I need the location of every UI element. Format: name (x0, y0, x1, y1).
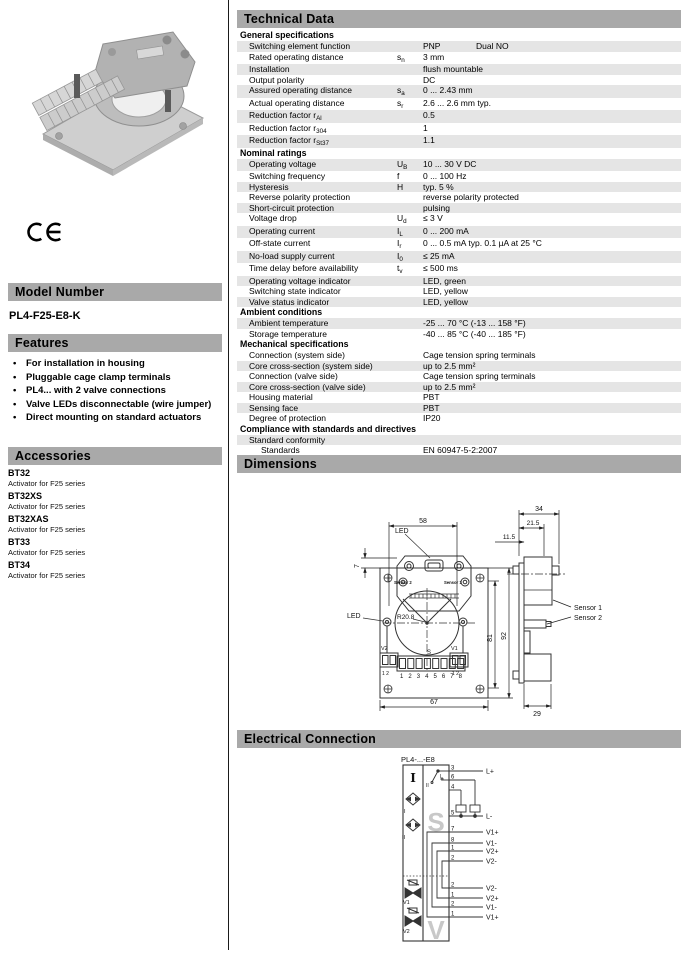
dim-58: 58 (419, 518, 427, 525)
row-value-primary: PNP (423, 41, 441, 51)
table-row (237, 41, 681, 52)
row-label: Degree of protection (249, 413, 327, 423)
terminal-number: 6 (451, 774, 455, 781)
dim-11-5: 11.5 (502, 534, 516, 541)
terminal-number: 2 (451, 855, 455, 862)
row-symbol: $U_d$ (397, 213, 407, 225)
row-label: Connection (system side) (249, 350, 345, 360)
row-label: Reduction factor $r_{St37}$ (249, 135, 330, 147)
sensor2-label-side: Sensor 2 (574, 615, 603, 622)
row-symbol: $I_L$ (397, 225, 403, 238)
v2-pins: 1 2 (382, 671, 389, 677)
row-value: 1 (423, 122, 428, 133)
row-symbol (397, 110, 423, 123)
wire-label: V1+ (486, 914, 499, 922)
terminal-number: 1 (451, 911, 455, 918)
dimensions-header: Dimensions (237, 455, 681, 473)
sensor-section-letter: S (427, 807, 445, 837)
row-value: 1.1 (423, 135, 435, 145)
table-row (237, 251, 681, 264)
features-list (8, 357, 222, 425)
row-label: Core cross-section (system side) (249, 360, 373, 371)
row-value: 10 ... 30 V DC (423, 158, 477, 169)
schematic-title: PL4-...-E8 (401, 755, 435, 764)
accessory-name: BT32XAS (8, 513, 49, 524)
sensor1-roman-label: I (404, 809, 406, 815)
technical-data-header: Technical Data (237, 10, 681, 28)
switch-pos1-label: I (440, 774, 442, 780)
table-row (237, 413, 681, 424)
dim-7: 7 (354, 564, 361, 568)
product-image (15, 16, 220, 188)
row-label: Housing material (249, 392, 313, 402)
row-symbol (397, 276, 423, 287)
row-label: Core cross-section (valve side) (249, 381, 366, 392)
accessories-header: Accessories (8, 447, 222, 465)
row-symbol (397, 135, 423, 148)
electrical-diagram (237, 753, 681, 949)
accessory-name: BT32XS (8, 490, 43, 501)
feature-item: • PL4... with 2 valve connections (8, 384, 222, 398)
row-value: -40 ... 85 °C (-40 ... 185 °F) (423, 328, 526, 339)
accessories-list (8, 468, 222, 581)
row-value: Cage tension spring terminals (423, 371, 536, 381)
table-row (237, 297, 681, 308)
row-label: Operating voltage (249, 158, 317, 169)
terminal-number: 7 (451, 826, 455, 833)
row-symbol (397, 192, 423, 203)
row-symbol: $I_r$ (397, 238, 402, 250)
dim-21-5: 21.5 (526, 520, 540, 527)
row-value: ≤ 25 mA (423, 250, 455, 261)
row-label-subscript: 304 (316, 127, 327, 135)
valve-section-letter: V (427, 915, 445, 945)
row-symbol (397, 329, 423, 340)
electrical-connection-header: Electrical Connection (237, 730, 681, 748)
table-row (237, 213, 681, 226)
row-value: 0 ... 200 mA (423, 225, 469, 236)
wire-label: V2+ (486, 895, 499, 903)
row-value: up to 2.5 mm² (423, 360, 476, 371)
row-value: EN 60947-5-2:2007 (423, 445, 681, 466)
row-symbol-subscript: n (401, 56, 405, 64)
row-label-subscript: St37 (316, 140, 330, 147)
terminal-number: 3 (451, 765, 455, 772)
row-symbol: $s_r$ (397, 97, 404, 110)
row-value: 0 ... 2.43 mm (423, 85, 473, 95)
wire-label: L+ (486, 768, 494, 776)
row-label: Reduction factor $r_{304}$ (249, 122, 327, 135)
table-row (237, 392, 681, 403)
table-section-header: General specifications (240, 30, 334, 40)
row-label: Ambient temperature (249, 318, 329, 328)
row-symbol: $U_B$ (397, 158, 408, 171)
row-label: Switching state indicator (249, 286, 341, 296)
table-row (237, 85, 681, 98)
accessory-description: Activator for F25 series (8, 501, 86, 511)
model-number-header: Model Number (8, 283, 222, 301)
row-label: Standards (261, 445, 300, 455)
row-label: Operating voltage indicator (249, 275, 351, 286)
led-label-left: LED (347, 613, 361, 620)
row-value: LED, green (423, 275, 466, 286)
row-value: DC (423, 74, 436, 85)
table-row (237, 182, 681, 193)
wire-label: V2- (486, 885, 497, 893)
wiring (427, 771, 483, 917)
row-value: flush mountable (423, 64, 484, 74)
sensor1-label-side: Sensor 1 (574, 605, 603, 612)
table-section-header: Nominal ratings (240, 147, 307, 158)
table-row (237, 276, 681, 287)
table-row (237, 226, 681, 239)
column-divider (228, 0, 229, 950)
row-value: pulsing (423, 202, 450, 213)
feature-item: • For installation in housing (8, 357, 222, 371)
accessory-name: BT33 (8, 536, 31, 547)
row-value: IP20 (423, 413, 441, 423)
row-symbol (397, 41, 423, 52)
wire-label: V1+ (486, 829, 499, 837)
table-row (237, 382, 681, 393)
row-symbol: $s_a$ (397, 85, 405, 97)
row-symbol (397, 123, 423, 136)
dim-34: 34 (535, 506, 543, 513)
table-row (237, 361, 681, 372)
terminal-number: 2 (451, 882, 455, 889)
dim-81: 81 (487, 634, 494, 642)
row-value: 0 ... 0.5 mA typ. 0.1 µA at 25 °C (423, 238, 542, 248)
valve1-label: V1 (403, 900, 410, 906)
row-symbol (397, 361, 423, 372)
feature-item: • Direct mounting on standard actuators (8, 411, 222, 425)
dim-29: 29 (533, 711, 541, 718)
row-label: Reduction factor $r_{Al}$ (249, 110, 322, 122)
row-value: ≤ 500 ms (423, 263, 458, 273)
table-row (237, 52, 681, 65)
row-symbol (397, 203, 423, 214)
accessory-name: BT32 (8, 467, 31, 478)
row-value: PBT (423, 392, 440, 402)
table-row (237, 203, 681, 214)
row-label: Short-circuit protection (249, 202, 335, 213)
table-section-header: Mechanical specifications (240, 339, 349, 349)
row-symbol (397, 435, 423, 446)
row-label: Switching element function (249, 41, 351, 51)
dim-92: 92 (501, 632, 508, 640)
table-row (237, 238, 681, 251)
row-label: Storage temperature (249, 328, 327, 339)
terminal-number: 4 (451, 784, 455, 791)
row-label: Sensing face (249, 402, 299, 413)
row-symbol-subscript: L (399, 230, 403, 238)
row-symbol-subscript: B (403, 163, 408, 171)
model-number-value: PL4-F25-E8-K (9, 310, 81, 322)
radius-label: R20.8 (397, 614, 415, 621)
v2-label: V2 (381, 646, 388, 652)
table-section-header: Compliance with standards and directives (240, 423, 416, 434)
terminal-number: 1 (451, 892, 455, 899)
wire-label: V2+ (486, 848, 499, 856)
sensor1-label-front: Sensor 1 (444, 580, 462, 585)
terminal-number: 2 (451, 901, 455, 908)
v1-label: V1 (451, 646, 458, 652)
table-row (237, 435, 681, 446)
row-symbol: $t_v$ (397, 263, 403, 275)
sensor2-roman-label: II (402, 835, 406, 841)
dim-67: 67 (430, 699, 438, 706)
ce-mark-icon (27, 221, 67, 243)
table-row (237, 159, 681, 172)
wire-label: V1- (486, 904, 497, 912)
row-label: Time delay before availability (249, 263, 359, 273)
row-label: Reverse polarity protection (249, 192, 351, 202)
row-symbol (397, 297, 423, 308)
dimensions-drawing (237, 478, 681, 726)
row-value: PBT (423, 402, 440, 413)
table-row (237, 123, 681, 136)
row-symbol-subscript: v (399, 268, 403, 275)
row-symbol (397, 413, 423, 424)
row-symbol (397, 371, 423, 382)
row-label: Voltage drop (249, 213, 297, 223)
s-block-pins: 12345678 (400, 674, 462, 680)
wire-label: L- (486, 813, 493, 821)
table-row (237, 171, 681, 182)
row-label: Rated operating distance (249, 51, 344, 62)
row-value: typ. 5 % (423, 181, 454, 192)
wire-label: V2- (486, 858, 497, 866)
row-symbol (397, 392, 423, 403)
row-value: 0 ... 100 Hz (423, 171, 467, 181)
wire-label: V1- (486, 840, 497, 848)
row-value: ≤ 3 V (423, 213, 443, 223)
row-symbol: f (397, 171, 400, 181)
row-value: 3 mm (423, 51, 445, 62)
row-label: Off-state current (249, 238, 311, 248)
accessory-description: Activator for F25 series (8, 478, 86, 488)
row-value-secondary: Dual NO (476, 41, 509, 51)
row-label: Assured operating distance (249, 85, 353, 95)
row-label-subscript: Al (316, 115, 322, 122)
valve1-icon (405, 880, 421, 898)
inductive-sensor-icon (406, 793, 420, 831)
row-symbol-subscript: r (399, 243, 402, 250)
table-row (237, 318, 681, 329)
terminal-number: 1 (451, 845, 455, 852)
sensor2-label-front: Sensor 2 (394, 580, 412, 585)
row-label: Standard conformity (249, 434, 326, 445)
row-label: Operating current (249, 225, 316, 236)
table-row (237, 350, 681, 361)
table-row (237, 98, 681, 111)
row-symbol (397, 75, 423, 86)
row-label: No-load supply current (249, 250, 335, 261)
row-symbol-subscript: 0 (399, 255, 403, 263)
row-value: Cage tension spring terminals (423, 350, 536, 360)
row-symbol-subscript: r (401, 102, 404, 110)
row-value (423, 435, 681, 446)
table-row (237, 403, 681, 414)
row-symbol (397, 64, 423, 75)
table-row (237, 192, 681, 203)
row-symbol-subscript: d (403, 218, 407, 225)
table-row (237, 110, 681, 123)
row-value (423, 41, 681, 52)
technical-table (237, 30, 681, 466)
row-symbol: $s_n$ (397, 51, 405, 64)
feature-item: • Valve LEDs disconnectable (wire jumper) (8, 398, 222, 412)
row-symbol (397, 318, 423, 329)
feature-item: • Pluggable cage clamp terminals (8, 371, 222, 385)
row-label: Installation (249, 64, 290, 74)
row-label: Valve status indicator (249, 296, 330, 307)
row-symbol (397, 350, 423, 361)
accessory-description: Activator for F25 series (8, 524, 86, 534)
row-value: -25 ... 70 °C (-13 ... 158 °F) (423, 318, 526, 328)
row-label: Actual operating distance (249, 97, 345, 108)
row-symbol-subscript: a (401, 90, 405, 97)
row-symbol (397, 403, 423, 414)
table-row (237, 263, 681, 276)
row-label: Output polarity (249, 74, 305, 85)
row-value: 0.5 (423, 110, 435, 120)
v1-pins: 1 2 (452, 671, 459, 677)
accessory-name: BT34 (8, 559, 31, 570)
switch-pos2-label: II (426, 783, 429, 789)
accessory-description: Activator for F25 series (8, 547, 86, 557)
row-symbol: H (397, 181, 404, 192)
features-header: Features (8, 334, 222, 352)
table-row (237, 286, 681, 297)
table-row (237, 135, 681, 148)
table-row (237, 329, 681, 340)
led-label-top: LED (395, 528, 409, 535)
target-symbol: I (410, 771, 416, 785)
row-label: Hysteresis (249, 181, 289, 192)
s-block-label: S (426, 650, 432, 656)
terminal-number: 5 (451, 810, 455, 817)
row-symbol (397, 286, 423, 297)
row-value: up to 2.5 mm² (423, 381, 476, 392)
accessory-description: Activator for F25 series (8, 570, 86, 580)
table-row (237, 64, 681, 75)
row-label: Connection (valve side) (249, 371, 338, 381)
row-value: LED, yellow (423, 296, 468, 307)
row-symbol (397, 382, 423, 393)
row-label: Switching frequency (249, 171, 326, 181)
table-section-header: Ambient conditions (240, 307, 323, 317)
table-row (237, 371, 681, 382)
valve2-label: V2 (403, 929, 410, 935)
row-value: reverse polarity protected (423, 192, 519, 202)
row-symbol: $I_0$ (397, 250, 403, 263)
row-value: 2.6 ... 2.6 mm typ. (423, 97, 492, 108)
terminal-number: 8 (451, 837, 455, 844)
table-row (237, 75, 681, 86)
valve2-icon (405, 908, 421, 926)
row-value: LED, yellow (423, 286, 468, 296)
